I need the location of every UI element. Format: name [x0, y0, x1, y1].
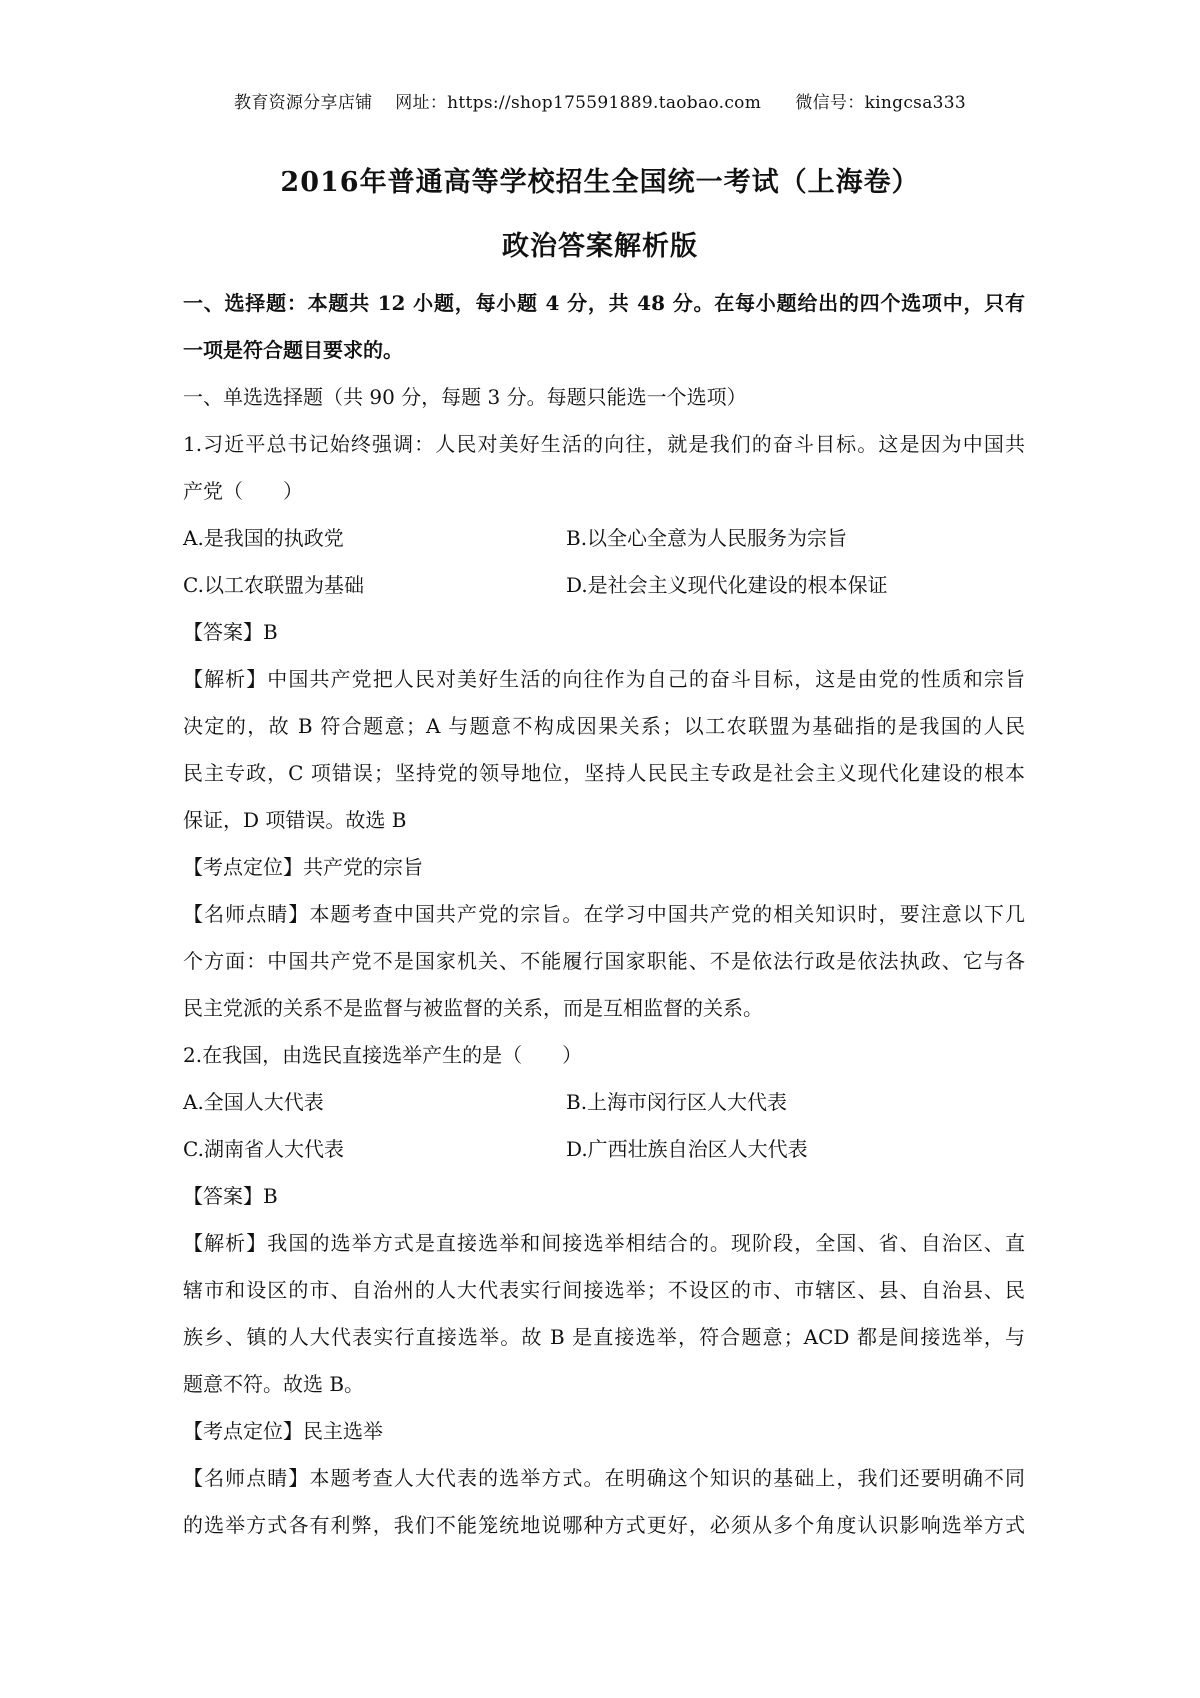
kaodian: 【考点定位】民主选举 [183, 1419, 383, 1443]
option-b: B.以全心全意为人民服务为宗旨 [566, 526, 848, 550]
exam-subtitle: 政治答案解析版 [502, 231, 698, 262]
question-stem: 产党（ ） [183, 479, 303, 503]
answer: 【答案】B [183, 1184, 278, 1208]
analysis: 决定的，故 B 符合题意；A 与题意不构成因果关系；以工农联盟为基础指的是我国的人民 [183, 714, 1025, 738]
question-stem: 1.习近平总书记始终强调：人民对美好生活的向往，就是我们的奋斗目标。这是因为中国共 [183, 432, 1025, 456]
shop-url: https://shop175591889.taobao.com [447, 93, 762, 113]
kaodian: 【考点定位】共产党的宗旨 [183, 855, 423, 879]
analysis: 辖市和设区的市、自治州的人大代表实行间接选举；不设区的市、市辖区、县、自治县、民 [183, 1278, 1025, 1302]
url-label: 网址： [395, 93, 448, 113]
question-1 [183, 421, 1025, 1032]
teacher-note: 个方面：中国共产党不是国家机关、不能履行国家职能、不是依法行政是依法执政、它与各 [183, 949, 1025, 973]
analysis: 族乡、镇的人大代表实行直接选举。故 B 是直接选举，符合题意；ACD 都是间接选举，与 [183, 1325, 1025, 1349]
exam-title: 2016年普通高等学校招生全国统一考试（上海卷） [280, 167, 920, 198]
section-subheading: 一、单选选择题（共 90 分，每题 3 分。每题只能选一个选项） [183, 385, 747, 409]
option-row [183, 562, 1025, 609]
option-row [183, 1126, 1025, 1173]
analysis: 【解析】我国的选举方式是直接选举和间接选举相结合的。现阶段，全国、省、自治区、直 [183, 1231, 1025, 1255]
option-row [183, 1079, 1025, 1126]
option-c: C.湖南省人大代表 [183, 1137, 344, 1161]
option-a: A.全国人大代表 [183, 1090, 324, 1114]
page-header [0, 88, 1200, 113]
shop-name: 教育资源分享店铺 [234, 93, 373, 113]
option-d: D.广西壮族自治区人大代表 [566, 1137, 808, 1161]
answer: 【答案】B [183, 620, 278, 644]
wechat-label: 微信号： [795, 93, 865, 113]
teacher-note: 【名师点睛】本题考查人大代表的选举方式。在明确这个知识的基础上，我们还要明确不同 [183, 1466, 1025, 1490]
teacher-note: 【名师点睛】本题考查中国共产党的宗旨。在学习中国共产党的相关知识时，要注意以下几 [183, 902, 1025, 926]
option-a: A.是我国的执政党 [183, 526, 344, 550]
analysis: 【解析】中国共产党把人民对美好生活的向往作为自己的奋斗目标，这是由党的性质和宗旨 [183, 667, 1025, 691]
section-intro: 一、选择题：本题共 12 小题，每小题 4 分，共 48 分。在每小题给出的四个选项中，只有 [183, 291, 1025, 315]
option-row [183, 515, 1025, 562]
option-c: C.以工农联盟为基础 [183, 573, 364, 597]
wechat-id: kingcsa333 [864, 93, 966, 113]
question-stem: 2.在我国，由选民直接选举产生的是（ ） [183, 1043, 583, 1067]
option-b: B.上海市闵行区人大代表 [566, 1090, 788, 1114]
question-2 [183, 1032, 1025, 1549]
analysis: 题意不符。故选 B。 [183, 1372, 365, 1396]
teacher-note: 民主党派的关系不是监督与被监督的关系，而是互相监督的关系。 [183, 996, 763, 1020]
section-intro-cont: 一项是符合题目要求的。 [183, 338, 403, 362]
option-d: D.是社会主义现代化建设的根本保证 [566, 573, 888, 597]
document-body [183, 280, 1025, 1549]
teacher-note: 的选举方式各有利弊，我们不能笼统地说哪种方式更好，必须从多个角度认识影响选举方式 [183, 1513, 1025, 1537]
analysis: 民主专政，C 项错误；坚持党的领导地位，坚持人民民主专政是社会主义现代化建设的根本 [183, 761, 1025, 785]
analysis: 保证，D 项错误。故选 B [183, 808, 407, 832]
